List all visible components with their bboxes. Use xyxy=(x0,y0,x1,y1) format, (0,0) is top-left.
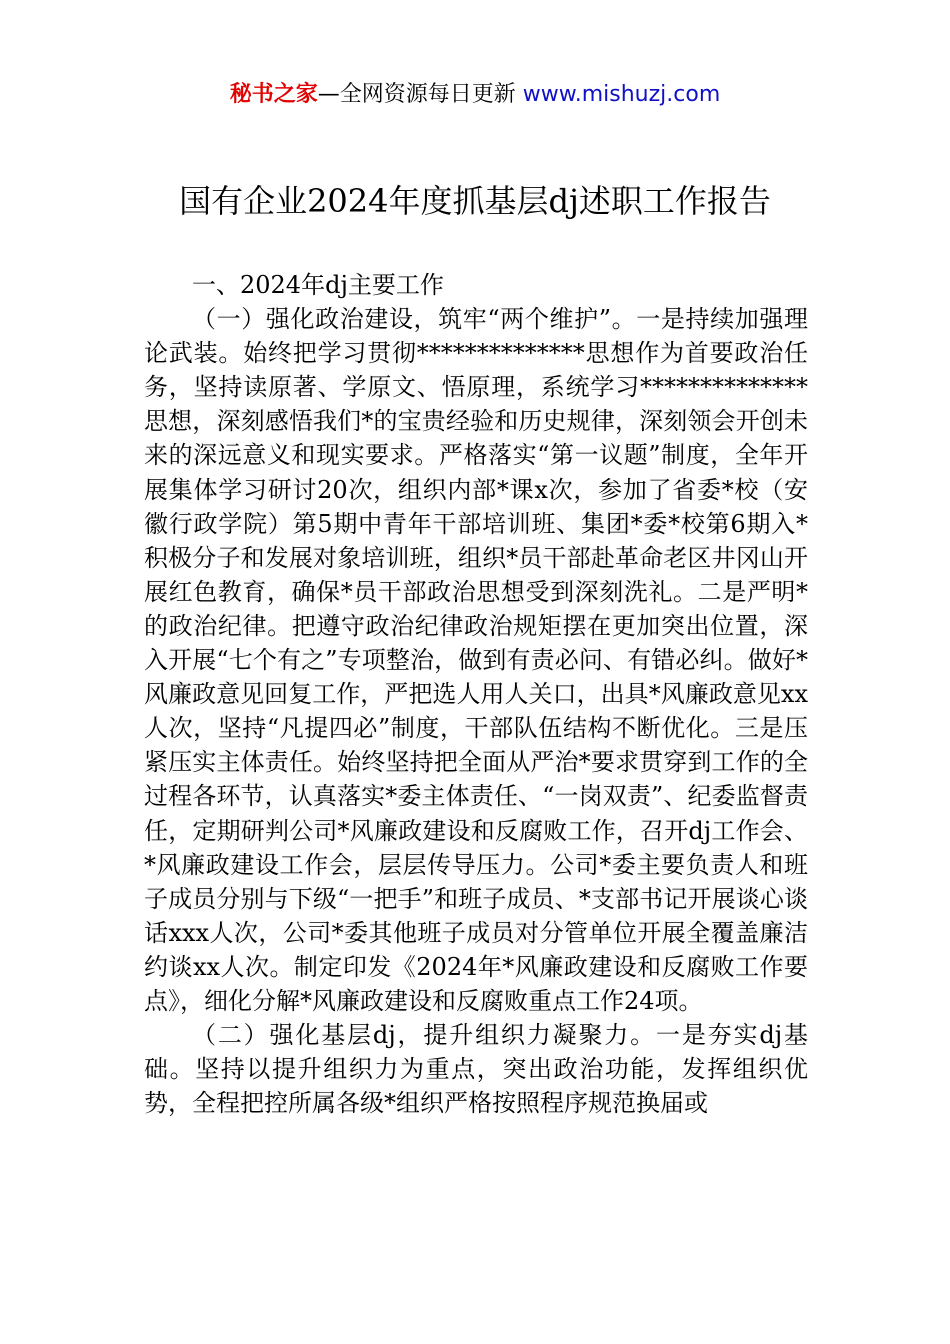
document-title: 国有企业2024年度抓基层dj述职工作报告 xyxy=(179,182,771,220)
paragraph-1: （一）强化政治建设，筑牢“两个维护”。一是持续加强理论武装。始终把学习贯彻**************思想作为首要政治任务，坚持读原著、学原文、悟原理，系统学习**************思想，深刻感悟我们*的宝贵经验和历史规律，深刻领会开创未来的深远意义和现实要求。严格落实“第一议题”制度，全年开展集体学习研讨20次，组织内部*课x次，参加了省委*校（安徽行政学院）第5期中青年干部培训班、集团*委*校第6期入*积极分子和发展对象培训班，组织*员干部赴革命老区井冈山开展红色教育，确保*员干部政治思想受到深刻洗礼。二是严明*的政治纪律。把遵守政治纪律政治规矩摆在更加突出位置，深入开展“七个有之”专项整治，做到有责必问、有错必纠。做好*风廉政意见回复工作，严把选人用人关口，出具*风廉政意见xx人次，坚持“凡提四必”制度，干部队伍结构不断优化。三是压紧压实主体责任。始终坚持把全面从严治*要求贯穿到工作的全过程各环节，认真落实*委主体责任、“一岗双责”、纪委监督责任，定期研判公司*风廉政建设和反腐败工作，召开dj工作会、*风廉政建设工作会，层层传导压力。公司*委主要负责人和班子成员分别与下级“一把手”和班子成员、*支部书记开展谈心谈话xxx人次，公司*委其他班子成员对分管单位开展全覆盖廉洁约谈xx人次。制定印发《2024年*风廉政建设和反腐败工作要点》，细化分解*风廉政建设和反腐败重点工作24项。 xyxy=(144,305,808,1015)
section-heading-1: 一、2024年dj主要工作 xyxy=(192,271,444,299)
site-header xyxy=(0,78,950,112)
header-slogan: —全网资源每日更新 xyxy=(317,82,516,107)
site-url[interactable]: www.mishuzj.com xyxy=(522,82,721,107)
document-body xyxy=(144,268,808,1120)
brand-name: 秘书之家 xyxy=(229,82,318,107)
paragraph-2: （二）强化基层dj，提升组织力凝聚力。一是夯实dj基础。坚持以提升组织力为重点，突出政治功能，发挥组织优势，全程把控所属各级*组织严格按照程序规范换届或 xyxy=(144,1021,808,1118)
